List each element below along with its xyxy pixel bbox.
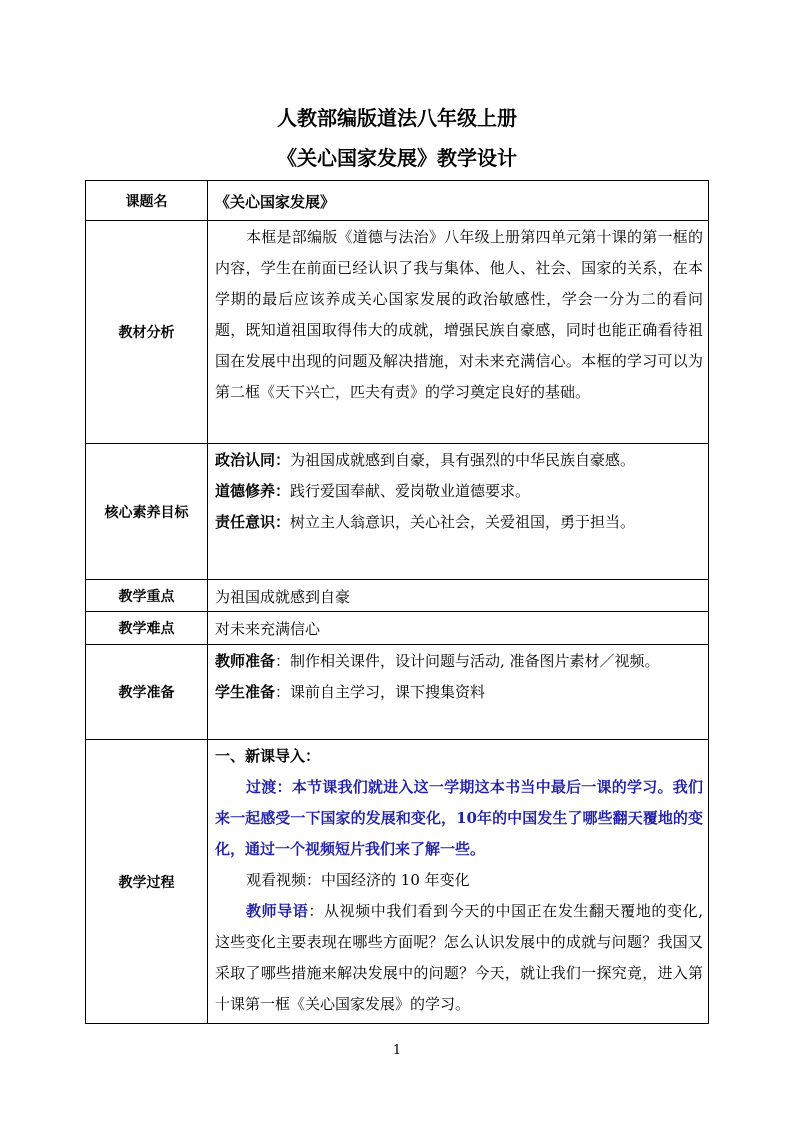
table-row-focus	[86, 580, 709, 612]
row-label-topic: 课题名	[86, 181, 208, 221]
page-number: 1	[392, 1043, 402, 1058]
focus-value: 为祖国成就感到自豪	[208, 580, 709, 612]
literacy-text: 践行爱国奉献、爱岗敬业道德要求。	[290, 482, 531, 500]
difficulty-value: 对未来充满信心	[208, 612, 709, 645]
lesson-plan-table	[85, 180, 709, 1024]
process-transition	[215, 772, 703, 865]
table-row-literacy	[86, 444, 709, 580]
preparation-key: 学生准备	[215, 683, 276, 701]
literacy-key: 政治认同：	[215, 451, 291, 469]
table-row-topic	[86, 181, 709, 221]
preparation-item	[215, 677, 703, 708]
process-video-line: 观看视频：中国经济的 10 年变化	[246, 871, 470, 889]
analysis-text: 本框是部编版《道德与法治》八年级上册第四单元第十课的第一框的内容，学生在前面已经认识了我与集体、他人、社会、国家的关系，在本学期的最后应该养成关心国家发展的政治敏感性，学会一分为二的看问题，既知道祖国取得伟大的成就，增强民族自豪感，同时也能正确看待祖国在发展中出现的问题及解决措施，对未来充满信心。本框的学习可以为第二框《天下兴亡，匹夫有责》的学习奠定良好的基础。	[208, 221, 709, 444]
guide-key: 教师导语	[246, 902, 309, 920]
document-subtitle: 《关心国家发展》教学设计	[277, 146, 517, 170]
document-title: 人教部编版道法八年级上册	[277, 106, 517, 130]
row-label-focus: 教学重点	[86, 580, 208, 612]
literacy-text: 树立主人翁意识，关心社会，关爱祖国，勇于担当。	[290, 513, 636, 531]
preparation-list	[208, 645, 709, 740]
row-label-preparation: 教学准备	[86, 645, 208, 740]
literacy-text: 为祖国成就感到自豪，具有强烈的中华民族自豪感。	[290, 451, 636, 469]
topic-text: 《关心国家发展》	[215, 192, 336, 211]
row-label-analysis: 教材分析	[86, 221, 208, 444]
table-row-analysis	[86, 221, 709, 444]
row-label-difficulty: 教学难点	[86, 612, 208, 645]
table-row-preparation	[86, 645, 709, 740]
row-label-literacy: 核心素养目标	[86, 444, 208, 580]
preparation-item	[215, 646, 703, 677]
transition-key: 过渡：	[246, 778, 292, 796]
preparation-text: ：制作相关课件，设计问题与活动, 准备图片素材／视频。	[275, 652, 660, 670]
guide-text: ：从视频中我们看到今天的中国正在发生翻天覆地的变化, 这些变化主要表现在哪些方面呢？怎么认识发展中的成就与问题？我国又采取了哪些措施来解决发展中的问题？今天，就让我们一探究竟，进入第十课第一框《关心国家发展》的学习。	[215, 902, 703, 1013]
table-row-difficulty	[86, 612, 709, 645]
literacy-item	[215, 476, 703, 507]
process-content	[208, 740, 709, 1024]
process-guide	[215, 896, 703, 1020]
literacy-item	[215, 445, 703, 476]
table-row-process	[86, 740, 709, 1024]
preparation-text: ：课前自主学习，课下搜集资料	[275, 683, 486, 701]
process-section-heading: 一、新课导入：	[215, 747, 321, 765]
preparation-key: 教师准备	[215, 652, 276, 670]
row-label-process: 教学过程	[86, 740, 208, 1024]
literacy-key: 道德修养：	[215, 482, 291, 500]
transition-text: 本节课我们就进入这一学期这本书当中最后一课的学习。我们来一起感受一下国家的发展和变化，10年的中国发生了哪些翻天覆地的变化，通过一个视频短片我们来了解一些。	[215, 778, 703, 858]
literacy-list	[208, 444, 709, 580]
literacy-item	[215, 507, 703, 538]
topic-value	[208, 181, 709, 221]
literacy-key: 责任意识：	[215, 513, 291, 531]
